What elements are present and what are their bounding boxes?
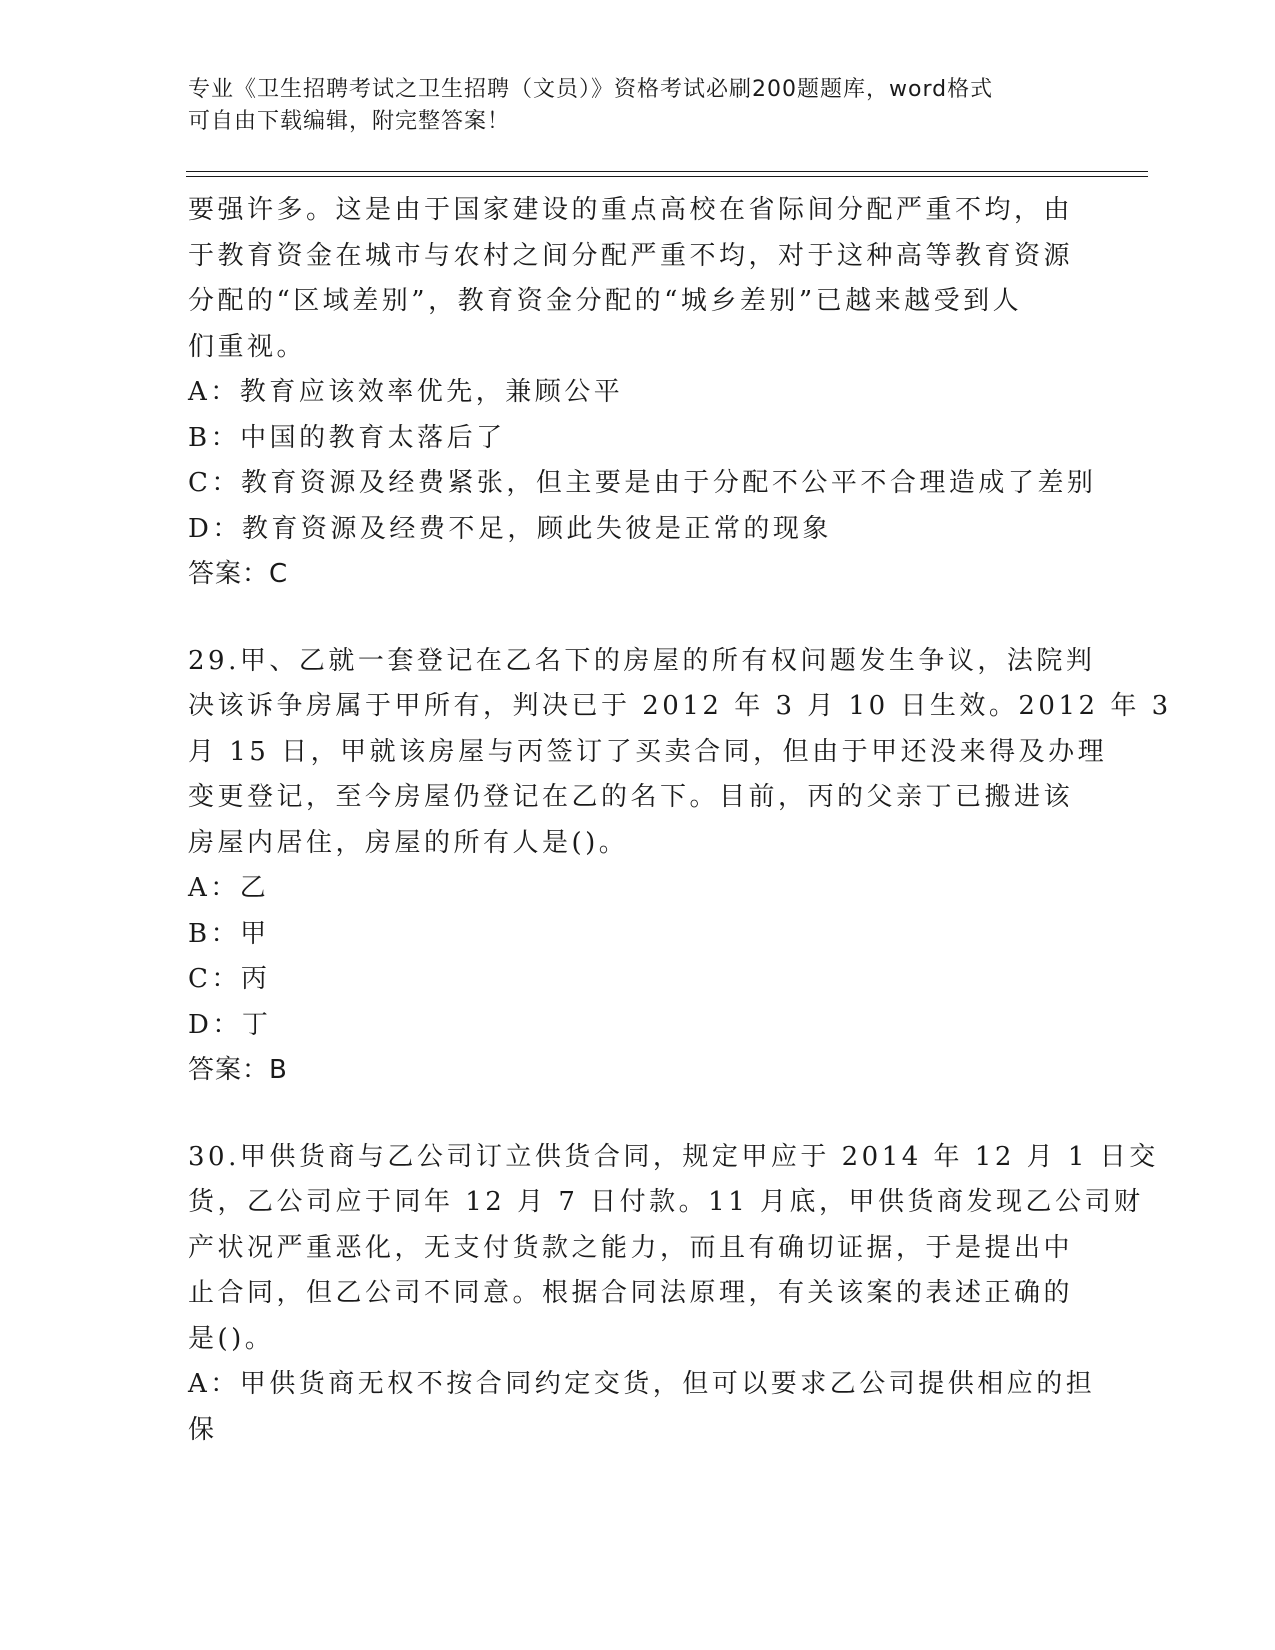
question-28-stem-line: 于教育资金在城市与农村之间分配严重不均，对于这种高等教育资源	[188, 240, 1074, 271]
question-29-answer: 答案：B	[188, 1055, 288, 1085]
question-29-stem-line: 变更登记，至今房屋仍登记在乙的名下。目前，丙的父亲丁已搬进该	[188, 782, 1074, 812]
question-28-option-c: C：教育资源及经费紧张，但主要是由于分配不公平不合理造成了差别	[188, 468, 1097, 498]
question-28-answer: 答案：C	[188, 559, 289, 589]
question-30-stem-line: 止合同，但乙公司不同意。根据合同法原理，有关该案的表述正确的	[188, 1278, 1074, 1308]
question-30-stem-line: 30.甲供货商与乙公司订立供货合同，规定甲应于 2014 年 12 月 1 日交	[188, 1141, 1159, 1172]
question-29-stem-line: 月 15 日，甲就该房屋与丙签订了买卖合同，但由于甲还没来得及办理	[188, 736, 1108, 767]
question-28-stem-line: 要强许多。这是由于国家建设的重点高校在省际间分配严重不均，由	[188, 195, 1074, 225]
question-28-option-d: D：教育资源及经费不足，顾此失彼是正常的现象	[188, 513, 832, 544]
question-29-stem-line: 决该诉争房属于甲所有，判决已于 2012 年 3 月 10 日生效。2012 年 3	[188, 691, 1172, 721]
question-29-option-b: B：甲	[188, 918, 270, 949]
question-spacer	[188, 598, 1088, 639]
question-30-stem-line: 货，乙公司应于同年 12 月 7 日付款。11 月底，甲供货商发现乙公司财	[188, 1187, 1144, 1217]
question-30	[188, 1135, 1159, 1454]
question-29	[188, 639, 1172, 1094]
question-28-stem-line: 分配的“区域差别”，教育资金分配的“城乡差别”已越来越受到人	[188, 286, 1023, 316]
question-28-option-a: A：教育应该效率优先，兼顾公平	[188, 377, 624, 407]
question-29-option-a: A：乙	[188, 873, 270, 903]
question-29-option-c: C：丙	[188, 964, 271, 994]
question-28-stem-line: 们重视。	[188, 331, 307, 362]
question-30-option-a-line: A：甲供货商无权不按合同约定交货，但可以要求乙公司提供相应的担	[188, 1369, 1096, 1399]
question-29-stem-line: 29.甲、乙就一套登记在乙名下的房屋的所有权问题发生争议，法院判	[188, 645, 1096, 676]
question-spacer	[188, 1094, 1088, 1135]
header-title-line-1: 专业《卫生招聘考试之卫生招聘（文员）》资格考试必刷200题题库，word格式	[188, 77, 994, 102]
question-29-stem-line: 房屋内居住，房屋的所有人是()。	[188, 827, 629, 858]
header-rule-top	[186, 171, 1148, 172]
question-28	[188, 188, 1097, 598]
question-29-option-d: D：丁	[188, 1009, 272, 1040]
page-header	[188, 74, 1068, 138]
question-30-stem-line: 是()。	[188, 1323, 275, 1354]
header-title-line-2: 可自由下载编辑，附完整答案！	[188, 109, 511, 134]
question-28-option-b: B：中国的教育太落后了	[188, 422, 506, 453]
header-rule-bottom	[186, 176, 1148, 177]
page-content	[188, 188, 1172, 1453]
question-30-stem-line: 产状况严重恶化，无支付货款之能力，而且有确切证据，于是提出中	[188, 1232, 1074, 1263]
question-30-option-a-line: 保	[188, 1414, 218, 1445]
